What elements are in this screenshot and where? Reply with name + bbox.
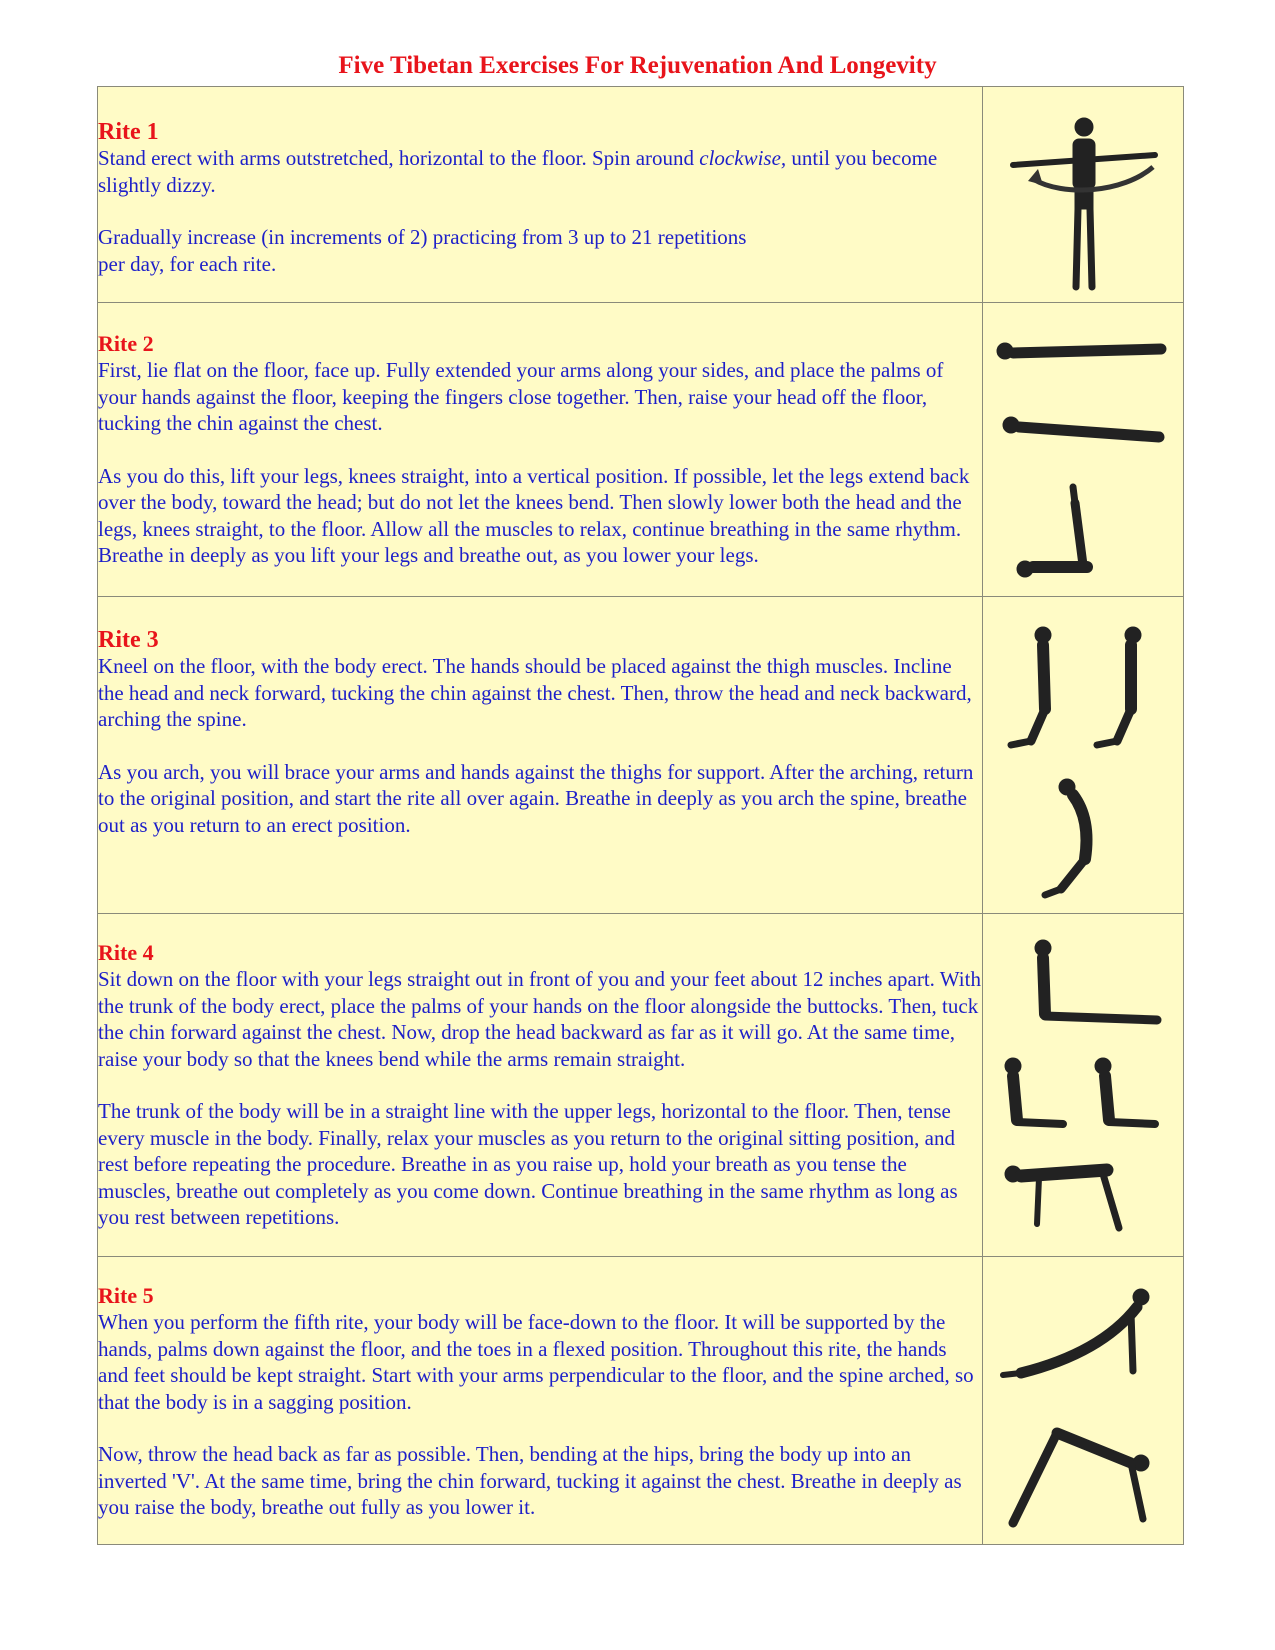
leg-raise-illustrations [991, 327, 1177, 587]
rite-row-4 [98, 914, 1184, 1257]
page-title: Five Tibetan Exercises For Rejuvenation And Longevity [338, 52, 937, 79]
rite-paragraph: When you perform the fifth rite, your body will be face-down to the floor. It will be supported by the hands, palms down against the floor, and the toes in a flexed position. Throughout this rite, the hands and feet should be kept straight. Start with your arms perpendicular to the floor, and the spine arched, so that the body is in a sagging position. [98, 1310, 974, 1414]
rite-paragraph: Kneel on the floor, with the body erect. The hands should be placed against the thigh muscles. Incline the head and neck forward, tucking the chin against the chest. Then, throw the head and neck backward, arching the spine. [98, 654, 972, 731]
rite-illustration-cell [983, 303, 1184, 597]
rite-text-cell [98, 597, 983, 914]
inverted-v-illustrations [991, 1283, 1177, 1533]
rite-row-3 [98, 597, 1184, 914]
spinning-figure-illustration [993, 97, 1175, 297]
rite-heading: Rite 1 [98, 119, 159, 145]
kneeling-illustrations [991, 619, 1177, 905]
emphasis-text: clockwise, [699, 146, 787, 170]
rite-illustration-cell [983, 1257, 1184, 1545]
rite-illustration-cell [983, 87, 1184, 303]
rite-paragraph: As you arch, you will brace your arms and hands against the thighs for support. After the arching, return to the original position, and start the rite all over again. Breathe in deeply as you arch the spine, breathe out as you return to an erect position. [98, 759, 974, 837]
rite-text-cell [98, 914, 983, 1257]
rite-paragraph: First, lie flat on the floor, face up. Fully extended your arms along your sides, and place the palms of your hands against the floor, keeping the fingers close together. Then, raise your head off the floor, tucking the chin against the chest. [98, 358, 944, 435]
rite-heading: Rite 4 [98, 940, 154, 965]
rite-paragraph: Sit down on the floor with your legs straight out in front of you and your feet about 12 inches apart. With the trunk of the body erect, place the palms of your hands on the floor alongside the buttocks. Then, tuck the chin forward against the chest. Now, drop the head backward as far as it will go. At the same time, raise your body so that the knees bend while the arms remain straight. [98, 967, 981, 1071]
rite-paragraph: Stand erect with arms outstretched, horizontal to the floor. Spin around clockwise, until you become slightly dizzy. [98, 146, 938, 197]
tabletop-illustrations [991, 934, 1177, 1244]
rite-heading: Rite 3 [98, 627, 159, 653]
rite-illustration-cell [983, 914, 1184, 1257]
rite-paragraph: The trunk of the body will be in a straight line with the upper legs, horizontal to the floor. Then, tense every muscle in the body. Finally, relax your muscles as you return to the original sitting position, and rest before repeating the procedure. Breathe in as you raise up, hold your breath as you tense the muscles, breathe out completely as you come down. Continue breathing in the same rhythm as long as you rest between repetitions. [98, 1099, 958, 1229]
rite-paragraph: Gradually increase (in increments of 2) practicing from 3 up to 21 repetitions per day, for each rite. [98, 225, 747, 276]
rite-row-2 [98, 303, 1184, 597]
rite-row-5 [98, 1257, 1184, 1545]
rite-text-cell [98, 87, 983, 303]
rite-paragraph: Now, throw the head back as far as possible. Then, bending at the hips, bring the body up into an inverted 'V'. At the same time, bring the chin forward, tucking it against the chest. Breathe in deeply as you raise the body, breathe out fully as you lower it. [98, 1442, 962, 1519]
rites-table [97, 86, 1184, 1545]
rite-text-cell [98, 303, 983, 597]
rite-illustration-cell [983, 597, 1184, 914]
rite-heading: Rite 5 [98, 1283, 154, 1308]
rite-paragraph: As you do this, lift your legs, knees straight, into a vertical position. If possible, let the legs extend back over the body, toward the head; but do not let the knees bend. Then slowly lower both the head and the legs, knees straight, to the floor. Allow all the muscles to relax, continue breathing in the same rhythm. Breathe in deeply as you lift your legs and breathe out, as you lower your legs. [98, 463, 970, 567]
rite-heading: Rite 2 [98, 331, 154, 356]
rite-row-1 [98, 87, 1184, 303]
rite-text-cell [98, 1257, 983, 1545]
